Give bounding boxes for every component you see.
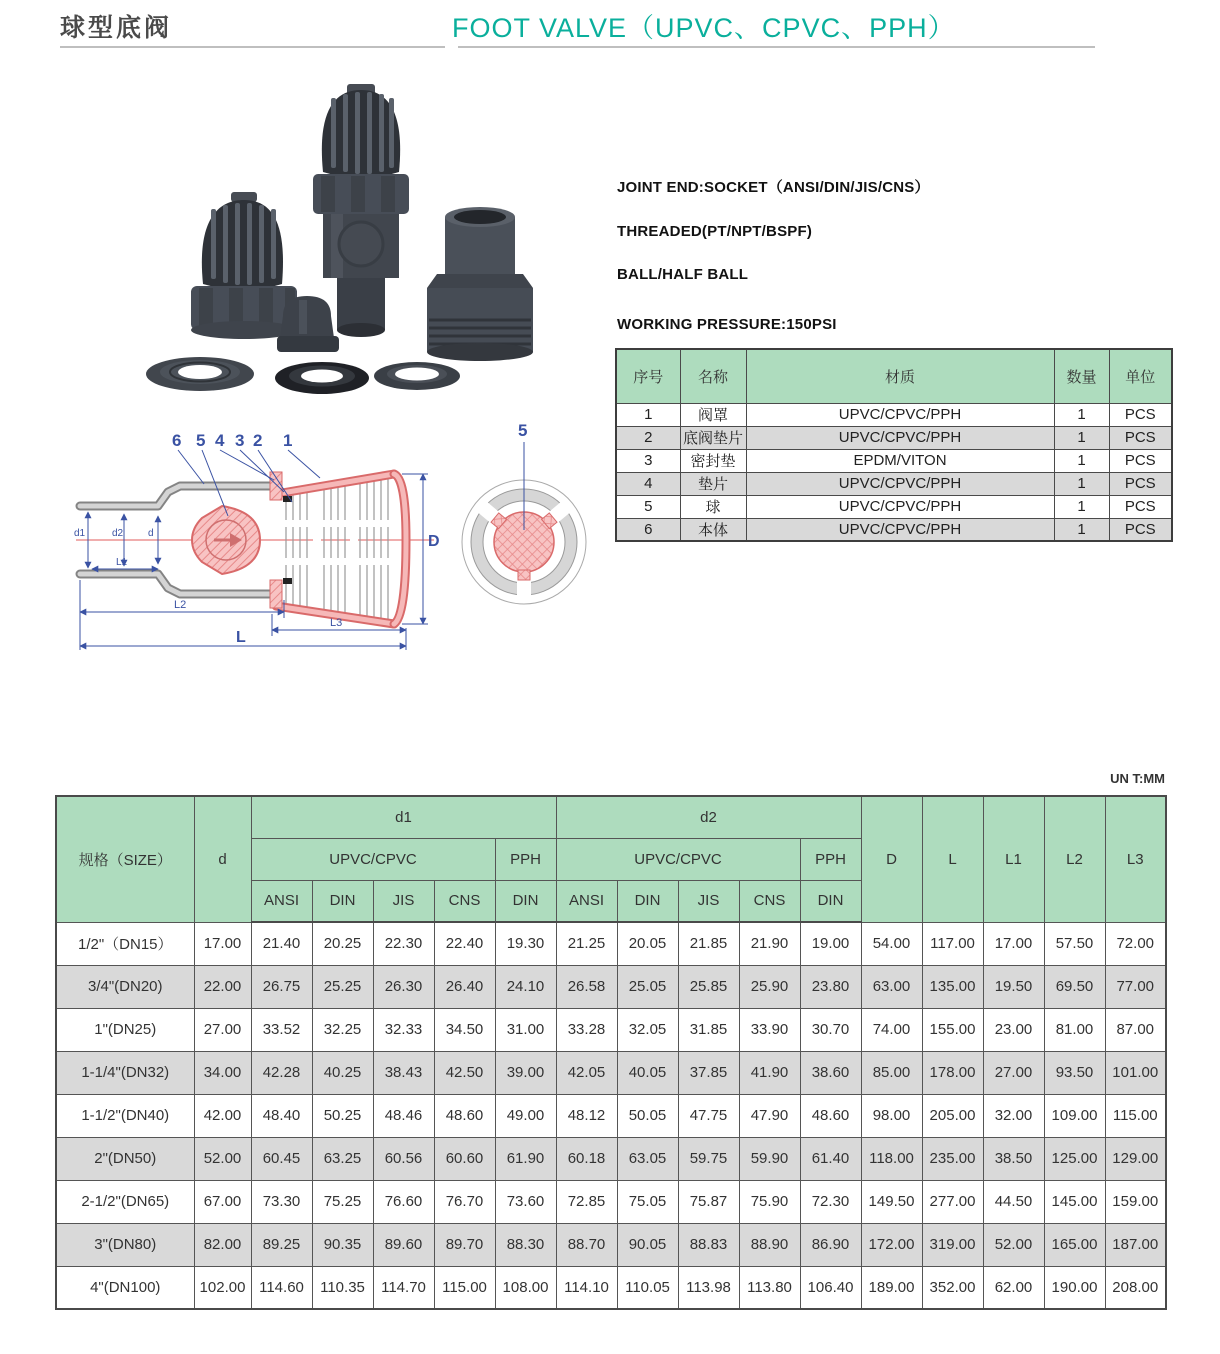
spec-working-pressure: WORKING PRESSURE:150PSI — [617, 316, 837, 333]
cell: 54.00 — [861, 922, 922, 965]
table-row — [56, 1137, 1166, 1180]
col-header-d2-din: DIN — [617, 880, 678, 922]
parts-table — [615, 348, 1173, 542]
cell: 235.00 — [922, 1137, 983, 1180]
cell: PCS — [1109, 403, 1172, 426]
cell: 1 — [1054, 472, 1109, 495]
cell: 114.60 — [251, 1266, 312, 1309]
cell: 98.00 — [861, 1094, 922, 1137]
cell: 22.30 — [373, 922, 434, 965]
col-header-d2-ansi: ANSI — [556, 880, 617, 922]
cell: 319.00 — [922, 1223, 983, 1266]
cell: 88.90 — [739, 1223, 800, 1266]
cell: 52.00 — [983, 1223, 1044, 1266]
cell: 6 — [616, 518, 680, 541]
cell: 75.90 — [739, 1180, 800, 1223]
gasket-right — [374, 362, 460, 390]
col-header-material: 材质 — [746, 349, 1054, 403]
cell: 33.90 — [739, 1008, 800, 1051]
parts-header-row — [616, 349, 1172, 403]
cell: 72.00 — [1105, 922, 1166, 965]
cell: PCS — [1109, 472, 1172, 495]
cell: 60.60 — [434, 1137, 495, 1180]
table-row — [56, 1223, 1166, 1266]
gasket-left — [146, 357, 254, 391]
seal-section — [283, 496, 292, 502]
cell: 60.45 — [251, 1137, 312, 1180]
cell: 57.50 — [1044, 922, 1105, 965]
col-group-d1-pph: PPH — [495, 838, 556, 880]
cell: 40.25 — [312, 1051, 373, 1094]
cell: 1 — [616, 403, 680, 426]
col-header-L3: L3 — [1105, 796, 1166, 922]
table-row — [616, 495, 1172, 518]
cell: 172.00 — [861, 1223, 922, 1266]
table-row — [56, 1094, 1166, 1137]
cell: 113.98 — [678, 1266, 739, 1309]
cell: 63.05 — [617, 1137, 678, 1180]
col-header-d2-pph-din: DIN — [800, 880, 861, 922]
socket-adapter — [427, 207, 533, 361]
cell: 21.90 — [739, 922, 800, 965]
col-group-d1: d1 — [251, 796, 556, 838]
col-header-qty: 数量 — [1054, 349, 1109, 403]
cell: 17.00 — [194, 922, 251, 965]
col-header-d1-ansi: ANSI — [251, 880, 312, 922]
cell: 52.00 — [194, 1137, 251, 1180]
cell: 61.90 — [495, 1137, 556, 1180]
cell: 352.00 — [922, 1266, 983, 1309]
cell: 76.60 — [373, 1180, 434, 1223]
cell: 1 — [1054, 449, 1109, 472]
cell: 73.30 — [251, 1180, 312, 1223]
cell: 2 — [616, 426, 680, 449]
cell: 1 — [1054, 495, 1109, 518]
unit-note: UN T:MM — [1110, 771, 1165, 786]
dim-label-d1: d1 — [74, 528, 86, 539]
divider-right — [458, 46, 1095, 48]
cell: 61.40 — [800, 1137, 861, 1180]
cell: 26.30 — [373, 965, 434, 1008]
cross-section-drawing — [62, 420, 602, 660]
cell: 85.00 — [861, 1051, 922, 1094]
cell: 30.70 — [800, 1008, 861, 1051]
cell: 117.00 — [922, 922, 983, 965]
cell: 42.28 — [251, 1051, 312, 1094]
strainer-small — [191, 192, 297, 339]
spec-ball: BALL/HALF BALL — [617, 266, 749, 283]
cell: 86.90 — [800, 1223, 861, 1266]
cage-slats — [286, 478, 388, 620]
cell: 178.00 — [922, 1051, 983, 1094]
cell: UPVC/CPVC/PPH — [746, 472, 1054, 495]
cell: 75.25 — [312, 1180, 373, 1223]
cell: 垫片 — [680, 472, 746, 495]
col-header-L1: L1 — [983, 796, 1044, 922]
cell: 88.30 — [495, 1223, 556, 1266]
cell: 190.00 — [1044, 1266, 1105, 1309]
cell: 63.00 — [861, 965, 922, 1008]
cell: 5 — [616, 495, 680, 518]
cell: 72.30 — [800, 1180, 861, 1223]
gasket-middle — [275, 362, 369, 394]
cell: 110.35 — [312, 1266, 373, 1309]
cell: 189.00 — [861, 1266, 922, 1309]
cell: 87.00 — [1105, 1008, 1166, 1051]
divider-left — [60, 46, 445, 48]
cell: 149.50 — [861, 1180, 922, 1223]
washer-section — [283, 578, 292, 584]
cell: 114.70 — [373, 1266, 434, 1309]
cell: 159.00 — [1105, 1180, 1166, 1223]
dim-header-row-1 — [56, 796, 1166, 838]
cell: 75.05 — [617, 1180, 678, 1223]
cell: 165.00 — [1044, 1223, 1105, 1266]
cell: 135.00 — [922, 965, 983, 1008]
cell: 108.00 — [495, 1266, 556, 1309]
cell: 44.50 — [983, 1180, 1044, 1223]
cell: UPVC/CPVC/PPH — [746, 403, 1054, 426]
cell: 底阀垫片 — [680, 426, 746, 449]
cell: 187.00 — [1105, 1223, 1166, 1266]
cell: 42.05 — [556, 1051, 617, 1094]
callout-4: 4 — [215, 431, 225, 450]
callout-6: 6 — [172, 431, 182, 450]
cell: 32.00 — [983, 1094, 1044, 1137]
cell: 26.75 — [251, 965, 312, 1008]
cell: 21.40 — [251, 922, 312, 965]
cell: 2-1/2"(DN65) — [56, 1180, 194, 1223]
cell: 88.70 — [556, 1223, 617, 1266]
cell: 67.00 — [194, 1180, 251, 1223]
cell: 3"(DN80) — [56, 1223, 194, 1266]
table-row — [616, 472, 1172, 495]
col-header-unit: 单位 — [1109, 349, 1172, 403]
cell: 110.05 — [617, 1266, 678, 1309]
cap-small — [277, 296, 339, 352]
cell: 1 — [1054, 518, 1109, 541]
cell: 106.40 — [800, 1266, 861, 1309]
cell: 155.00 — [922, 1008, 983, 1051]
table-row — [56, 1051, 1166, 1094]
cell: 3/4"(DN20) — [56, 965, 194, 1008]
cell: 102.00 — [194, 1266, 251, 1309]
table-row — [56, 1008, 1166, 1051]
cell: 48.40 — [251, 1094, 312, 1137]
col-header-name: 名称 — [680, 349, 746, 403]
cell: 阀罩 — [680, 403, 746, 426]
cell: 129.00 — [1105, 1137, 1166, 1180]
col-header-L: L — [922, 796, 983, 922]
cell: 22.00 — [194, 965, 251, 1008]
cell: 50.05 — [617, 1094, 678, 1137]
cell: 31.00 — [495, 1008, 556, 1051]
cell: 59.90 — [739, 1137, 800, 1180]
cell: 33.52 — [251, 1008, 312, 1051]
cell: 26.40 — [434, 965, 495, 1008]
cell: 32.33 — [373, 1008, 434, 1051]
cell: 40.05 — [617, 1051, 678, 1094]
cell: 38.60 — [800, 1051, 861, 1094]
cell: 89.60 — [373, 1223, 434, 1266]
col-header-d2-jis: JIS — [678, 880, 739, 922]
cell: 62.00 — [983, 1266, 1044, 1309]
callout-3: 3 — [235, 431, 245, 450]
cell: 48.12 — [556, 1094, 617, 1137]
cell: 75.87 — [678, 1180, 739, 1223]
col-header-d: d — [194, 796, 251, 922]
cell: 23.80 — [800, 965, 861, 1008]
page-title-chinese: 球型底阀 — [60, 14, 173, 42]
cell: 90.35 — [312, 1223, 373, 1266]
end-view — [462, 421, 586, 604]
table-row — [616, 518, 1172, 541]
product-photo — [85, 82, 585, 407]
cell: 4"(DN100) — [56, 1266, 194, 1309]
cell: 77.00 — [1105, 965, 1166, 1008]
cell: 63.25 — [312, 1137, 373, 1180]
cell: UPVC/CPVC/PPH — [746, 518, 1054, 541]
valve-cap-section — [276, 474, 406, 624]
end-view-callout-5: 5 — [518, 421, 528, 440]
cell: 76.70 — [434, 1180, 495, 1223]
cell: 114.10 — [556, 1266, 617, 1309]
cell: 208.00 — [1105, 1266, 1166, 1309]
cell: 26.58 — [556, 965, 617, 1008]
product-photo-illustration — [85, 82, 585, 407]
cell: 145.00 — [1044, 1180, 1105, 1223]
cell: 90.05 — [617, 1223, 678, 1266]
spec-lines — [617, 176, 1187, 333]
table-row — [616, 403, 1172, 426]
table-row — [56, 922, 1166, 965]
col-group-d1-upvc-cpvc: UPVC/CPVC — [251, 838, 495, 880]
cell: 89.70 — [434, 1223, 495, 1266]
cell: 72.85 — [556, 1180, 617, 1223]
callout-2: 2 — [253, 431, 263, 450]
cell: 25.90 — [739, 965, 800, 1008]
technical-drawing — [62, 420, 602, 660]
dim-label-L3: L3 — [330, 617, 343, 629]
cell: 25.05 — [617, 965, 678, 1008]
cell: 118.00 — [861, 1137, 922, 1180]
cell: 17.00 — [983, 922, 1044, 965]
cell: PCS — [1109, 426, 1172, 449]
dimension-table — [55, 795, 1167, 1310]
cell: 4 — [616, 472, 680, 495]
cell: 27.00 — [983, 1051, 1044, 1094]
cell: 31.85 — [678, 1008, 739, 1051]
cell: 47.90 — [739, 1094, 800, 1137]
cell: 88.83 — [678, 1223, 739, 1266]
col-header-D: D — [861, 796, 922, 922]
cell: 69.50 — [1044, 965, 1105, 1008]
callout-5: 5 — [196, 431, 206, 450]
cell: 25.25 — [312, 965, 373, 1008]
cell: 125.00 — [1044, 1137, 1105, 1180]
cell: 21.85 — [678, 922, 739, 965]
cell: 34.00 — [194, 1051, 251, 1094]
cell: 50.25 — [312, 1094, 373, 1137]
cell: 19.30 — [495, 922, 556, 965]
cell: 39.00 — [495, 1051, 556, 1094]
cell: 33.28 — [556, 1008, 617, 1051]
cell: 24.10 — [495, 965, 556, 1008]
cell: 1/2"（DN15） — [56, 922, 194, 965]
cell: 82.00 — [194, 1223, 251, 1266]
col-group-d2-pph: PPH — [800, 838, 861, 880]
cell: 23.00 — [983, 1008, 1044, 1051]
cell: 38.43 — [373, 1051, 434, 1094]
cell: 47.75 — [678, 1094, 739, 1137]
cell: 32.05 — [617, 1008, 678, 1051]
dim-label-L2: L2 — [174, 599, 187, 611]
cell: 密封垫 — [680, 449, 746, 472]
cell: 93.50 — [1044, 1051, 1105, 1094]
col-header-index: 序号 — [616, 349, 680, 403]
cell: 22.40 — [434, 922, 495, 965]
cell: 60.18 — [556, 1137, 617, 1180]
dim-label-d2: d2 — [112, 528, 124, 539]
cell: 20.25 — [312, 922, 373, 965]
cell: 3 — [616, 449, 680, 472]
col-header-size: 规格（SIZE） — [56, 796, 194, 922]
dim-label-D: D — [428, 533, 440, 550]
spec-threaded: THREADED(PT/NPT/BSPF) — [617, 223, 813, 240]
cell: PCS — [1109, 518, 1172, 541]
cell: 109.00 — [1044, 1094, 1105, 1137]
cell: 115.00 — [1105, 1094, 1166, 1137]
cell: PCS — [1109, 449, 1172, 472]
cell: UPVC/CPVC/PPH — [746, 495, 1054, 518]
cell: 81.00 — [1044, 1008, 1105, 1051]
cell: 1 — [1054, 426, 1109, 449]
cell: 48.60 — [434, 1094, 495, 1137]
cell: 32.25 — [312, 1008, 373, 1051]
cell: PCS — [1109, 495, 1172, 518]
col-header-L2: L2 — [1044, 796, 1105, 922]
cell: 48.46 — [373, 1094, 434, 1137]
cell: 1 — [1054, 403, 1109, 426]
dim-label-L: L — [236, 629, 246, 646]
cell: 2"(DN50) — [56, 1137, 194, 1180]
cell: 60.56 — [373, 1137, 434, 1180]
col-group-d2: d2 — [556, 796, 861, 838]
col-header-d1-cns: CNS — [434, 880, 495, 922]
col-header-d2-cns: CNS — [739, 880, 800, 922]
cell: 37.85 — [678, 1051, 739, 1094]
cell: 49.00 — [495, 1094, 556, 1137]
col-header-d1-din: DIN — [312, 880, 373, 922]
col-header-d1-jis: JIS — [373, 880, 434, 922]
cell: 48.60 — [800, 1094, 861, 1137]
cell: 21.25 — [556, 922, 617, 965]
table-row — [56, 1180, 1166, 1223]
cell: UPVC/CPVC/PPH — [746, 426, 1054, 449]
cell: 41.90 — [739, 1051, 800, 1094]
cell: 115.00 — [434, 1266, 495, 1309]
foot-valve-assembled — [313, 84, 409, 337]
table-row — [616, 449, 1172, 472]
cell: 19.50 — [983, 965, 1044, 1008]
col-group-d2-upvc-cpvc: UPVC/CPVC — [556, 838, 800, 880]
page-title-english: FOOT VALVE（UPVC、CPVC、PPH） — [452, 13, 956, 43]
table-row — [616, 426, 1172, 449]
cell: 74.00 — [861, 1008, 922, 1051]
ball-section — [192, 506, 260, 574]
cell: 球 — [680, 495, 746, 518]
spec-joint-end: JOINT END:SOCKET（ANSI/DIN/JIS/CNS） — [617, 179, 930, 196]
cell: 20.05 — [617, 922, 678, 965]
cell: 73.60 — [495, 1180, 556, 1223]
cell: 25.85 — [678, 965, 739, 1008]
cell: 1-1/2"(DN40) — [56, 1094, 194, 1137]
cell: 89.25 — [251, 1223, 312, 1266]
callout-1: 1 — [283, 431, 293, 450]
cell: 本体 — [680, 518, 746, 541]
cell: 1"(DN25) — [56, 1008, 194, 1051]
cell: 34.50 — [434, 1008, 495, 1051]
cell: 277.00 — [922, 1180, 983, 1223]
cell: 1-1/4"(DN32) — [56, 1051, 194, 1094]
cell: 205.00 — [922, 1094, 983, 1137]
cell: 101.00 — [1105, 1051, 1166, 1094]
table-row — [56, 1266, 1166, 1309]
cell: 27.00 — [194, 1008, 251, 1051]
dim-label-d: d — [148, 528, 154, 539]
cell: 42.00 — [194, 1094, 251, 1137]
cell: 59.75 — [678, 1137, 739, 1180]
col-header-d1-pph-din: DIN — [495, 880, 556, 922]
cell: 42.50 — [434, 1051, 495, 1094]
cell: 113.80 — [739, 1266, 800, 1309]
cell: EPDM/VITON — [746, 449, 1054, 472]
dim-label-L1: L1 — [116, 557, 128, 568]
cell: 19.00 — [800, 922, 861, 965]
cell: 38.50 — [983, 1137, 1044, 1180]
table-row — [56, 965, 1166, 1008]
